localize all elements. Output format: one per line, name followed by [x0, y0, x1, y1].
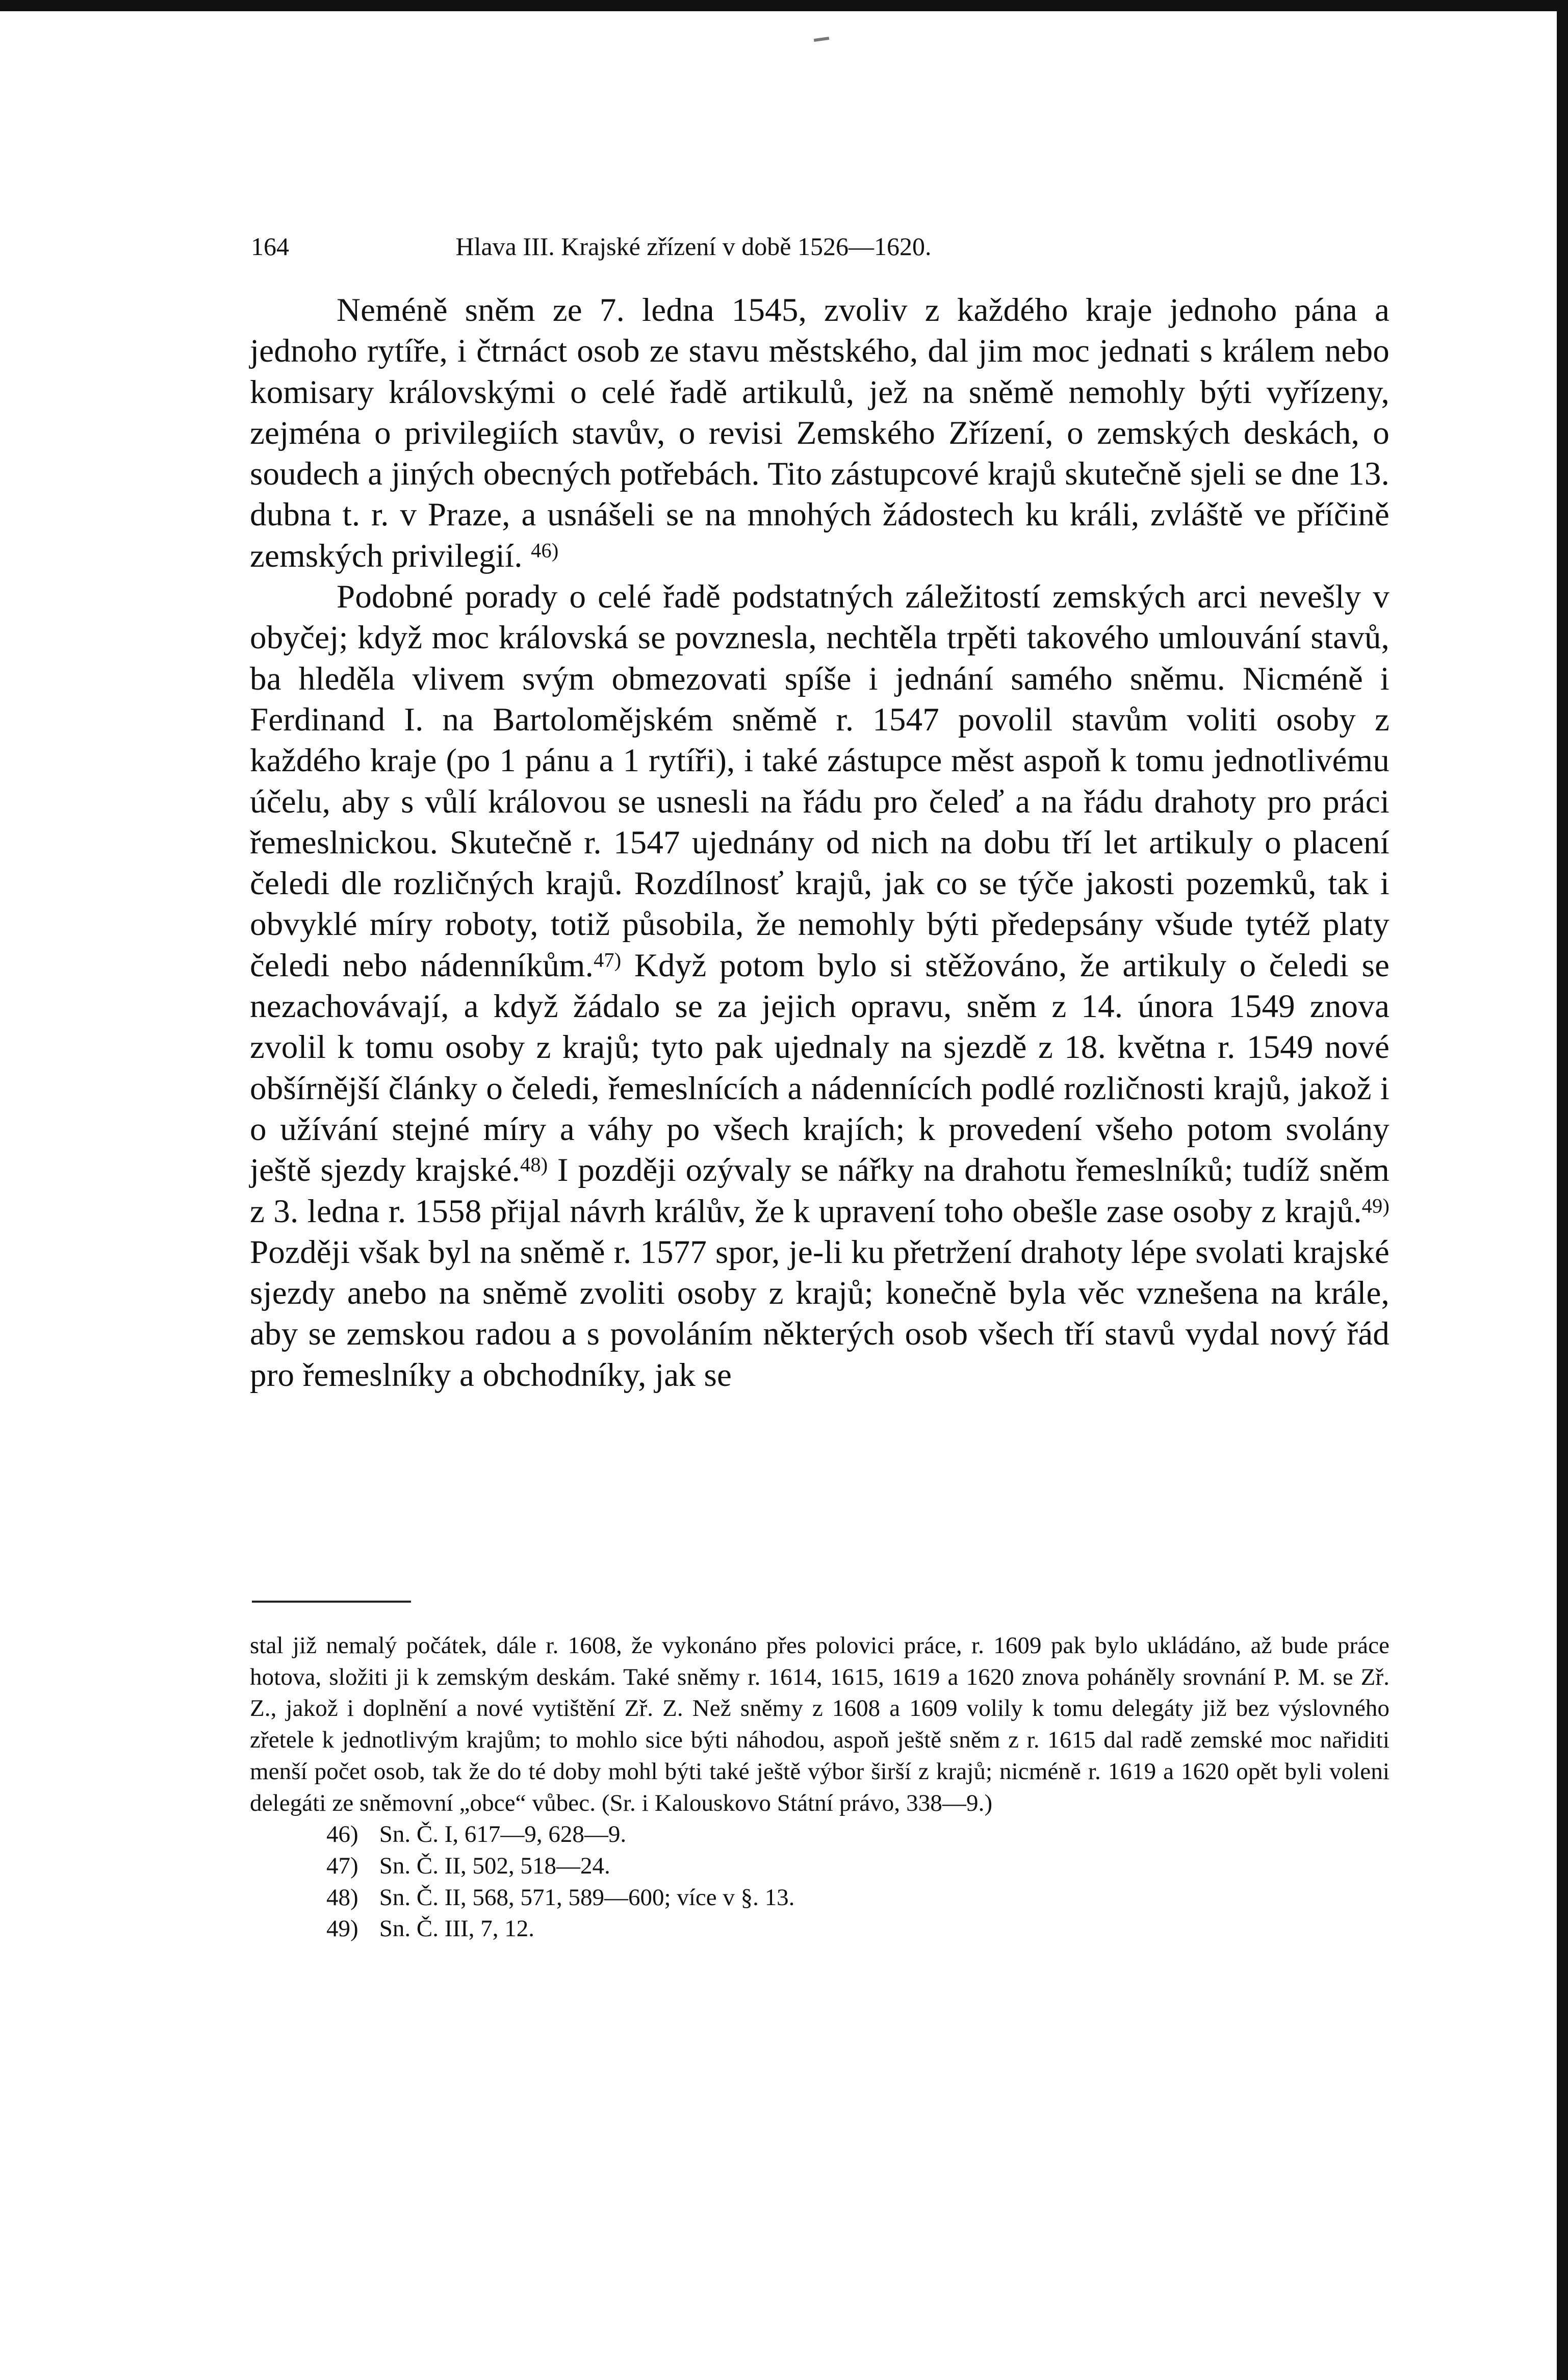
paragraph-1-text: Neméně sněm ze 7. ledna 1545, zvoliv z každého kraje jednoho pána a jednoho rytíře, i čtrnáct osob ze stavu městského, dal jim moc jednati s králem nebo komisary královskými o celé řadě artikulů, jež na sněmě nemohly býti vyřízeny, zejména o privilegiích stavův, o revisi Zemského Zřízení, o zemských deskách, o soudech a jiných obecných potřebách. Tito zástupcové krajů skutečně sjeli se dne 13. dubna t. r. v Praze, a usnášeli se na mnohých žádostech ku králi, zvláště ve příčině zemských privilegií.	[250, 292, 1390, 574]
paragraph-1	[250, 290, 1390, 576]
main-text	[250, 290, 1390, 1396]
footnotes	[250, 1630, 1390, 1945]
paragraph-2-segment-2: Když potom bylo si stěžováno, že artikuly o čeledi se nezachovávají, a když žádalo se za jejich opravu, sněm z 14. února 1549 znova zvolil k tomu osoby z krajů; tyto pak ujednaly na sjezdě z 18. května r. 1549 nové obšírnější články o čeledi, řemeslnících a nádennících podlé rozličnosti krajů, jakož i o užívání stejné míry a váhy po všech krajích; k provedení všeho potom svolány ještě sjezdy krajské.	[250, 947, 1390, 1189]
footnote-46	[326, 1819, 1390, 1851]
page-number: 164	[251, 232, 289, 261]
paragraph-2	[250, 576, 1390, 1396]
footnote-text: Sn. Č. I, 617—9, 628—9.	[379, 1821, 627, 1848]
footnote-text: Sn. Č. III, 7, 12.	[379, 1915, 534, 1942]
paragraph-2-segment-1: Podobné porady o celé řadě podstatných záležitostí zemských arci nevešly v obyčej; když moc královská se povznesla, nechtěla trpěti takového umlouvání stavů, ba hleděla vlivem svým obmezovati spíše i jednání samého sněmu. Nicméně i Ferdinand I. na Bartolomějském sněmě r. 1547 povolil stavům voliti osoby z každého kraje (po 1 pánu a 1 rytíři), i také zástupce měst aspoň k tomu jednotlivému účelu, aby s vůlí královou se usnesli na řádu pro čeleď a na řádu drahoty pro práci řemeslnickou. Skutečně r. 1547 ujednány od nich na dobu tří let artikuly o placení čeledi dle rozličných krajů. Rozdílnosť krajů, jak co se týče jakosti pozemků, tak i obvyklé míry roboty, totiž působila, že nemohly býti předepsány všude tytéž platy čeledi nebo nádenníkům.	[250, 578, 1390, 984]
footnote-reference-46: 46)	[531, 539, 559, 562]
footnote-number: 49)	[326, 1915, 358, 1942]
reference-list	[250, 1819, 1390, 1945]
footnote-separator	[252, 1601, 411, 1603]
running-head	[251, 231, 1136, 277]
paragraph-2-segment-3: I později ozývaly se nářky na drahotu řemeslníků; tudíž sněm z 3. ledna r. 1558 přijal návrh králův, že k upravení toho obešle zase osoby z krajů.	[250, 1152, 1390, 1230]
footnote-continuation: stal již nemalý počátek, dále r. 1608, že vykonáno přes polovici práce, r. 1609 pak bylo ukládáno, až bude práce hotova, složiti ji k zemským deskám. Také sněmy r. 1614, 1615, 1619 a 1620 znova poháněly srovnání P. M. se Zř. Z., jakož i doplnění a nové vytištění Zř. Z. Než sněmy z 1608 a 1609 volily k tomu delegáty již bez výslovného zřetele k jednotlivým krajům; to mohlo sice býti náhodou, aspoň ještě sněm z r. 1615 dal radě zemské moc nařiditi menší počet osob, tak že do té doby mohl býti také ještě výbor širší z krajů; nicméně r. 1619 a 1620 opět byli voleni delegáti ze sněmovní „obce“ vůbec. (Sr. i Kalouskovo Státní právo, 338—9.)	[250, 1632, 1390, 1816]
footnote-49	[326, 1913, 1390, 1945]
footnote-number: 46)	[326, 1821, 358, 1848]
scan-mark	[814, 37, 830, 42]
footnote-reference-49: 49)	[1361, 1194, 1390, 1217]
footnote-number: 48)	[326, 1884, 358, 1911]
footnote-text: Sn. Č. II, 502, 518—24.	[379, 1852, 610, 1879]
footnote-reference-47: 47)	[594, 948, 622, 972]
running-title: Hlava III. Krajské zřízení v době 1526—1620.	[455, 232, 932, 261]
paragraph-2-segment-4: Později však byl na sněmě r. 1577 spor, je-li ku přetržení drahoty lépe svolati krajské sjezdy anebo na sněmě zvoliti osoby z krajů; konečně byla věc vznešena na krále, aby se zemskou radou a s povoláním některých osob všech tří stavů vydal nový řád pro řemeslníky a obchodníky, jak se	[250, 1233, 1390, 1394]
footnote-47	[326, 1851, 1390, 1882]
footnote-text: Sn. Č. II, 568, 571, 589—600; více v §. 13.	[379, 1884, 795, 1911]
footnote-number: 47)	[326, 1852, 358, 1879]
footnote-reference-48: 48)	[520, 1153, 548, 1176]
footnote-48	[326, 1882, 1390, 1914]
